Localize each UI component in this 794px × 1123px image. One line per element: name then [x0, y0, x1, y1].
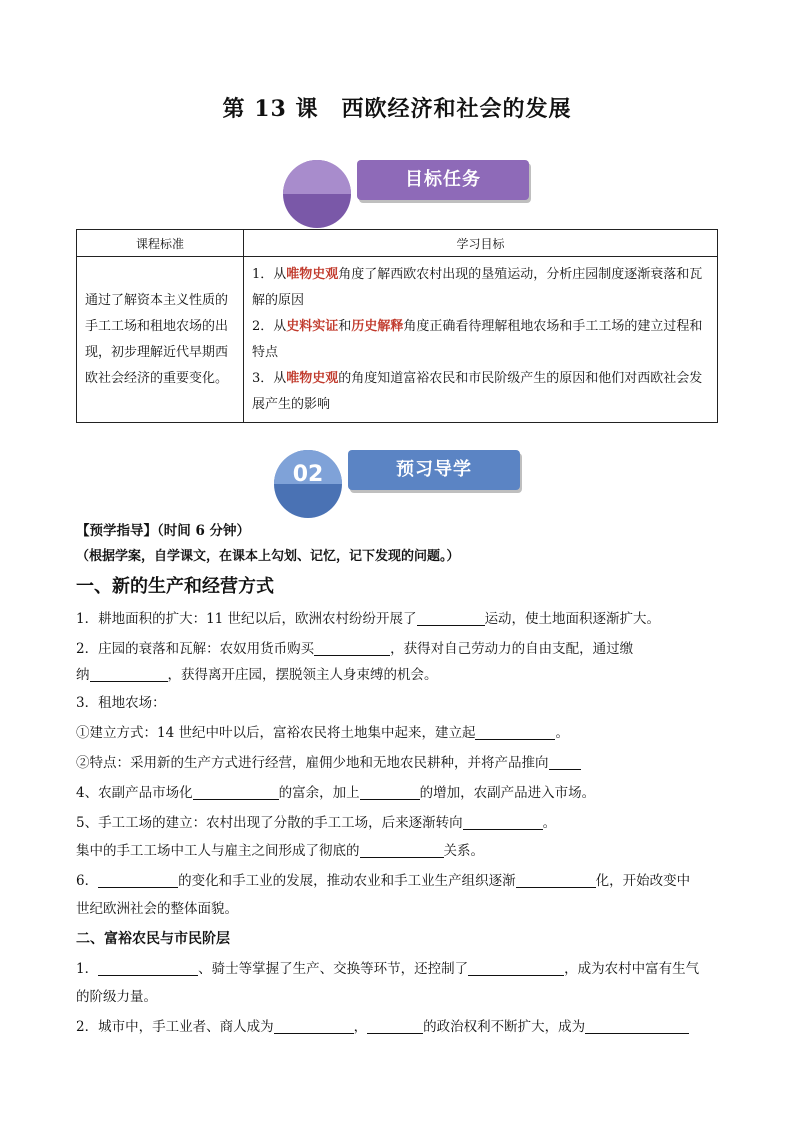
question-4: 4、农副产品市场化 的富余，加上 的增加，农副产品进入市场。 [76, 785, 596, 801]
preview-banner-label: 预习导学 [348, 450, 520, 490]
question-3b: ②特点：采用新的生产方式进行经营，雇佣少地和无地农民耕种，并将产品推向 [76, 750, 726, 776]
answer-blank[interactable] [360, 783, 420, 800]
goals-banner-circle [283, 160, 351, 228]
table-header-row [77, 230, 718, 257]
question-5-cont: 集中的手工工场中工人与雇主之间形成了彻底的 关系。 [76, 843, 484, 859]
answer-blank[interactable] [314, 639, 390, 656]
guide-line-1: 【预学指导】（时间 6 分钟） [76, 523, 251, 539]
answer-blank[interactable] [417, 609, 485, 626]
answer-blank[interactable] [468, 959, 564, 976]
goal-item: 3．从唯物史观的角度知道富裕农民和市民阶级产生的原因和他们对西欧社会发展产生的影响 [252, 370, 703, 412]
s2-question-1: 1． 、骑士等掌握了生产、交换等环节，还控制了 ，成为农村中富有生气 [76, 961, 700, 977]
goals-banner-label: 目标任务 [357, 160, 529, 200]
answer-blank[interactable] [193, 783, 279, 800]
answer-blank[interactable] [98, 959, 198, 976]
preview-banner [274, 450, 524, 502]
guide-line-2: （根据学案，自学课文，在课本上勾划、记忆，记下发现的问题。） [76, 549, 460, 564]
question-2: 2．庄园的衰落和瓦解：农奴用货币购买 ，获得对自己劳动力的自由支配，通过缴 [76, 641, 634, 657]
preview-banner-circle [274, 450, 342, 518]
answer-blank[interactable] [360, 841, 444, 858]
section-2-heading: 二、富裕农民与市民阶层 [76, 931, 230, 947]
answer-blank[interactable] [549, 753, 581, 770]
section-1-heading: 一、新的生产和经营方式 [76, 576, 274, 597]
answer-blank[interactable] [475, 723, 555, 740]
answer-blank[interactable] [585, 1017, 689, 1034]
goals-banner [283, 160, 533, 212]
table-header-goals: 学习目标 [244, 230, 718, 257]
page-title: 第 13 课 西欧经济和社会的发展 [222, 96, 572, 122]
worksheet-content [76, 518, 726, 1040]
question-6-cont: 世纪欧洲社会的整体面貌。 [76, 901, 238, 917]
question-5: 5、手工工场的建立：农村出现了分散的手工工场，后来逐渐转向 。 [76, 815, 557, 831]
s2-question-2: 2．城市中，手工业者、商人成为 ， 的政治权利不断扩大，成为 [76, 1014, 726, 1040]
answer-blank[interactable] [274, 1017, 354, 1034]
question-6: 6． 的变化和手工业的发展，推动农业和手工业生产组织逐渐 化，开始改变中 [76, 873, 691, 889]
answer-blank[interactable] [367, 1017, 423, 1034]
objectives-table [76, 229, 718, 423]
question-2-cont: 纳 ，获得离开庄园，摆脱领主人身束缚的机会。 [76, 667, 438, 683]
answer-blank[interactable] [463, 813, 543, 830]
answer-blank[interactable] [516, 871, 596, 888]
learning-goals-cell [244, 257, 718, 423]
answer-blank[interactable] [90, 665, 168, 682]
answer-blank[interactable] [98, 871, 178, 888]
goal-item: 2．从史料实证和历史解释角度正确看待理解租地农场和手工工场的建立过程和特点 [252, 318, 703, 360]
preview-banner-number: 02 [292, 462, 324, 487]
table-header-standard: 课程标准 [77, 230, 244, 257]
course-standard-cell: 通过了解资本主义性质的手工工场和租地农场的出现，初步理解近代早期西欧社会经济的重要变化。 [77, 257, 244, 423]
question-3: 3．租地农场： [76, 695, 166, 711]
goal-item: 1．从唯物史观角度了解西欧农村出现的垦殖运动，分析庄园制度逐渐衰落和瓦解的原因 [252, 266, 703, 308]
s2-question-1-cont: 的阶级力量。 [76, 989, 157, 1005]
question-3a: ①建立方式：14 世纪中叶以后，富裕农民将土地集中起来，建立起 。 [76, 725, 569, 741]
question-1: 1．耕地面积的扩大：11 世纪以后，欧洲农村纷纷开展了 运动，使土地面积逐渐扩大。 [76, 611, 661, 627]
table-row [77, 257, 718, 423]
